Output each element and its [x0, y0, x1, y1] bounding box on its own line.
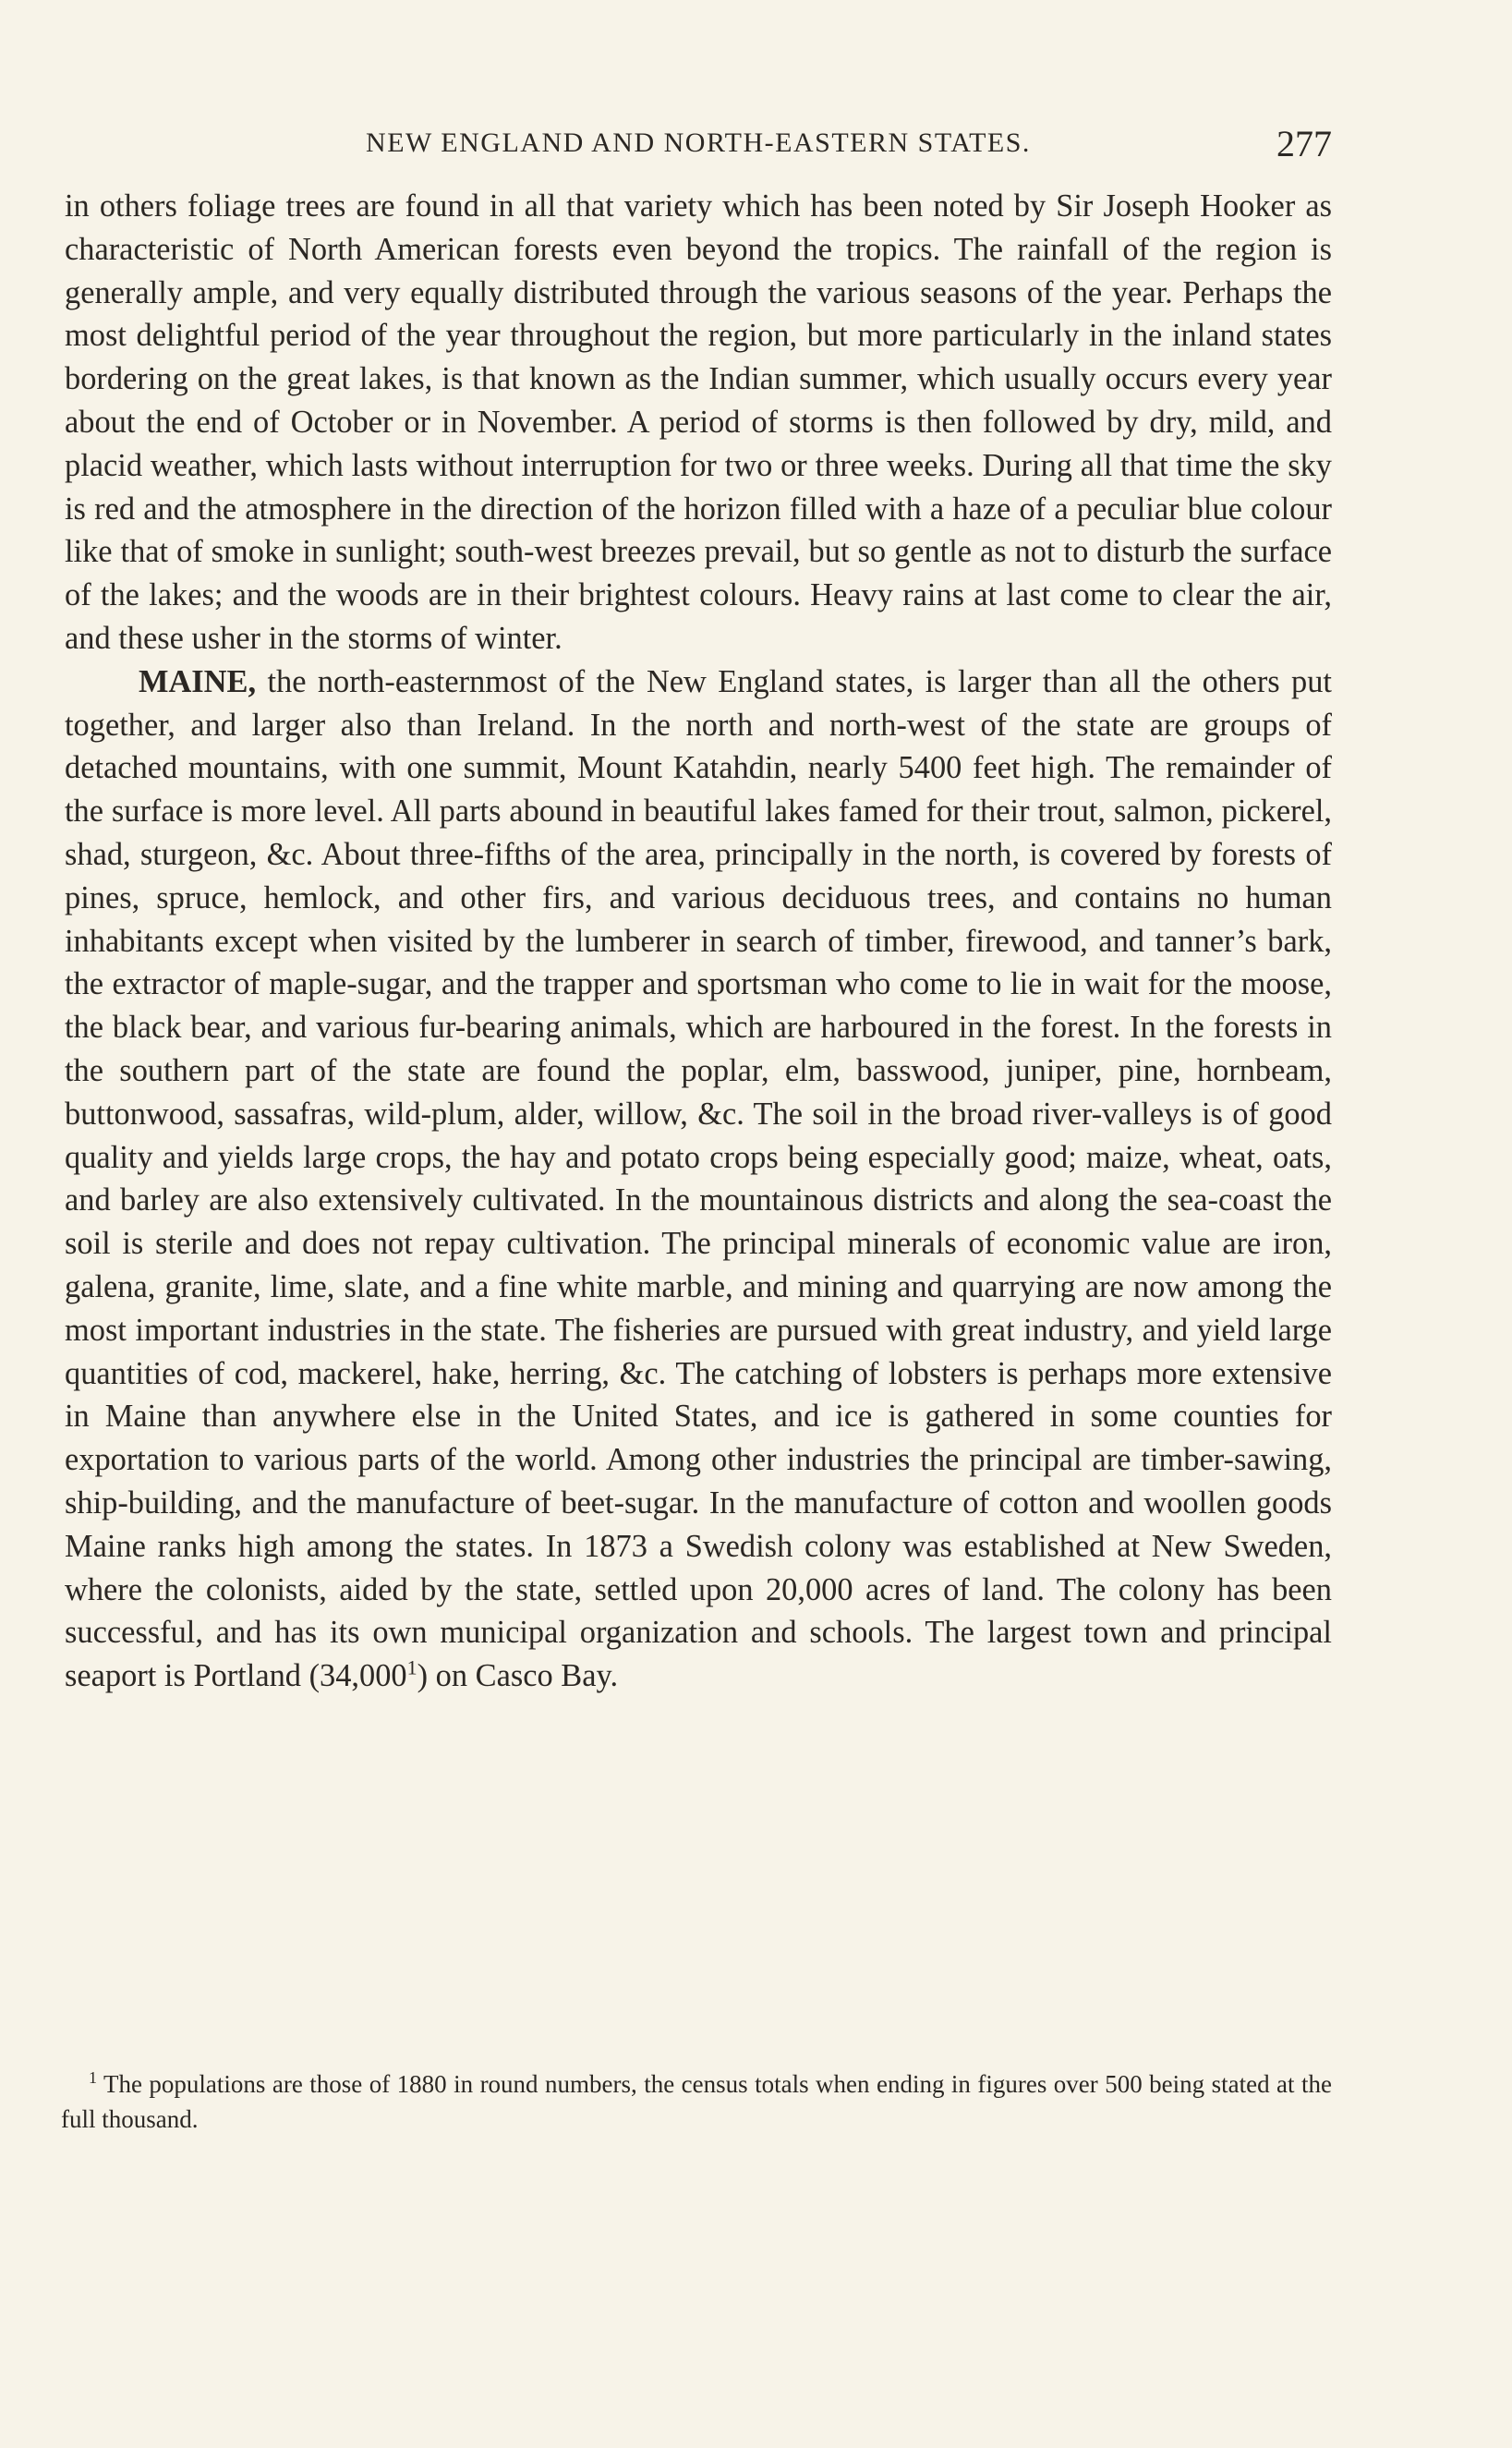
- running-title: NEW ENGLAND AND NORTH-EASTERN STATES.: [366, 127, 1031, 158]
- running-head: [65, 122, 1332, 168]
- paragraph-maine-end: ) on Casco Bay.: [417, 1658, 619, 1694]
- page-number: 277: [1276, 123, 1332, 164]
- body-text: [65, 185, 1332, 1698]
- footnote-reference: 1: [406, 1655, 417, 1679]
- paragraph-maine-text: the north-easternmost of the New England states, is larger than all the others put together, and larger also than Ireland. In the north and north-west of the state are groups of detached mountains, with one summit, Mount Katahdin, nearly 5400 feet high. The remainder of the surface is more level. All parts abound in beautiful lakes famed for their trout, salmon, pickerel, shad, sturgeon, &c. About three-fifths of the area, principally in the north, is covered by forests of pines, spruce, hemlock, and other firs, and various deciduous trees, and contains no human inhabitants except when visited by the lumberer in search of timber, firewood, and tanner’s bark, the extractor of maple-sugar, and the trapper and sportsman who come to lie in wait for the moose, the black bear, and various fur-bearing animals, which are harboured in the forest. In the forests in the southern part of the state are found the poplar, elm, basswood, juniper, pine, hornbeam, buttonwood, sassafras, wild-plum, alder, willow, &c. The soil in the broad river-valleys is of good quality and yields large crops, the hay and potato crops being especially good; maize, wheat, oats, and barley are also extensively cultivated. In the mountainous districts and along the sea-coast the soil is sterile and does not repay cultivation. The principal minerals of economic value are iron, galena, granite, lime, slate, and a fine white marble, and mining and quarrying are now among the most important industries in the state. The fisheries are pursued with great industry, and yield large quantities of cod, mackerel, hake, herring, &c. The catching of lobsters is perhaps more extensive in Maine than anywhere else in the United States, and ice is gathered in some counties for exportation to various parts of the world. Among other industries the principal are timber-sawing, ship-building, and the manufacture of beet-sugar. In the manufacture of cotton and woollen goods Maine ranks high among the states. In 1873 a Swedish colony was established at New Sweden, where the colonists, aided by the state, settled upon 20,000 acres of land. The colony has been successful, and has its own municipal organization and schools. The largest town and principal seaport is Portland (34,000: [65, 663, 1332, 1694]
- paragraph-maine: [65, 660, 1332, 1698]
- footnote-mark: 1: [89, 2068, 97, 2087]
- state-name-maine: MAINE,: [139, 663, 257, 699]
- paragraph-climate: in others foliage trees are found in all that variety which has been noted by Sir Joseph Hooker as characteristic of North American forests even beyond the tropics. The rainfall of the region is generally ample, and very equally distributed through the various seasons of the year. Perhaps the most delightful period of the year throughout the region, but more particularly in the inland states bordering on the great lakes, is that known as the Indian summer, which usually occurs every year about the end of October or in November. A period of storms is then followed by dry, mild, and placid weather, which lasts without interruption for two or three weeks. During all that time the sky is red and the atmosphere in the direction of the horizon filled with a haze of a peculiar blue colour like that of smoke in sunlight; south-west breezes prevail, but so gentle as not to disturb the surface of the lakes; and the woods are in their brightest colours. Heavy rains at last come to clear the air, and these usher in the storms of winter.: [65, 188, 1332, 656]
- footnote-text: The populations are those of 1880 in round numbers, the census totals when ending in figures over 500 being stated at the full thousand.: [61, 2070, 1332, 2133]
- footnote: [61, 2066, 1332, 2137]
